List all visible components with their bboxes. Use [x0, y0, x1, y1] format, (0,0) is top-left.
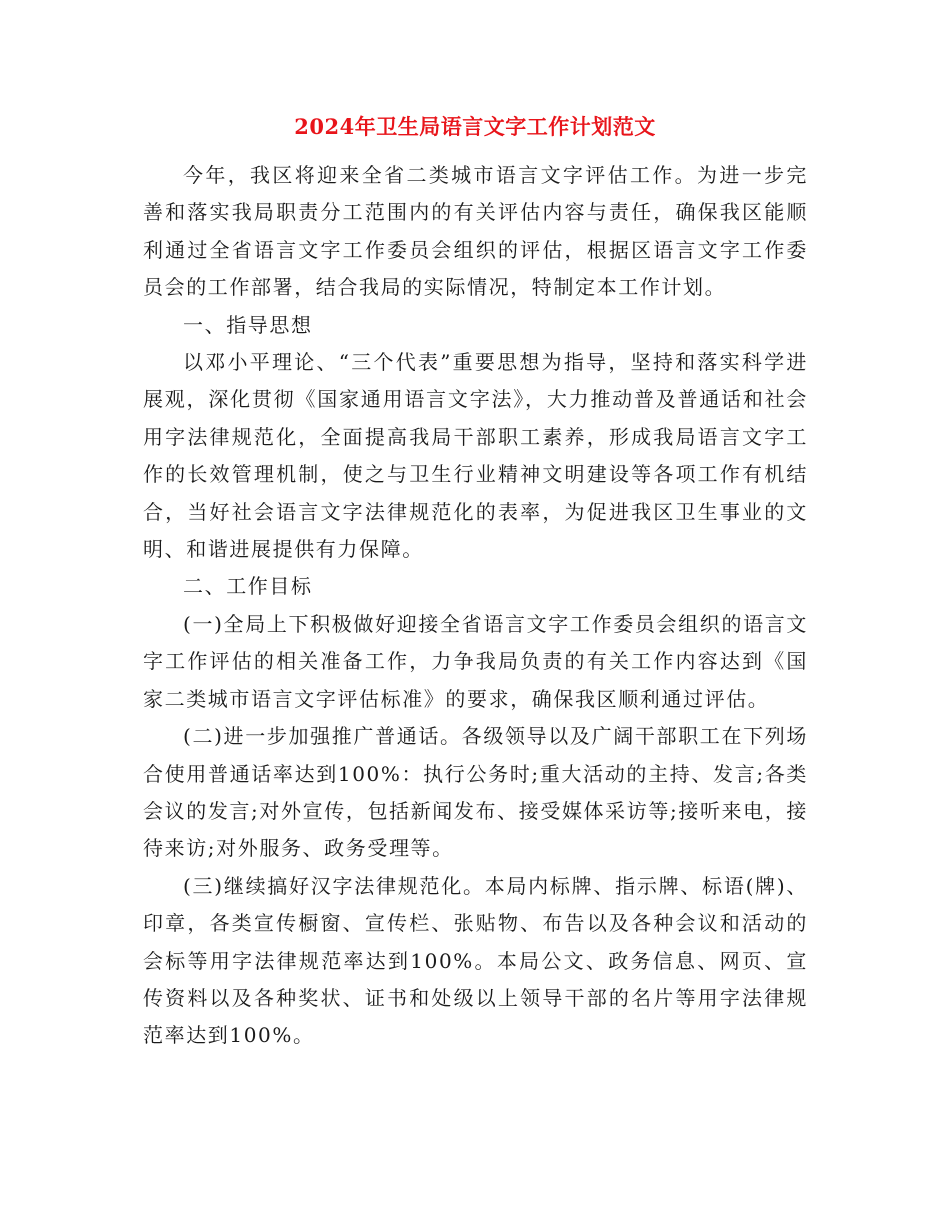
- goal-item-1: (一)全局上下积极做好迎接全省语言文字工作委员会组织的语言文字工作评估的相关准备工作，力争我局负责的有关工作内容达到《国家二类城市语言文字评估标准》的要求，确保我区顺利通过评估。: [143, 611, 808, 711]
- goal-item-3: (三)继续搞好汉字法律规范化。本局内标牌、指示牌、标语(牌)、印章，各类宣传橱窗、宣传栏、张贴物、布告以及各种会议和活动的会标等用字法律规范率达到100%。本局公文、政务信息、网页、宣传资料以及各种奖状、证书和处级以上领导干部的名片等用字法律规范率达到100%。: [143, 873, 808, 1048]
- document-body: [143, 157, 808, 1055]
- intro-paragraph: 今年，我区将迎来全省二类城市语言文字评估工作。为进一步完善和落实我局职责分工范围内的有关评估内容与责任，确保我区能顺利通过全省语言文字工作委员会组织的评估，根据区语言文字工作委员会的工作部署，结合我局的实际情况，特制定本工作计划。: [143, 163, 808, 300]
- document-title: 2024年卫生局语言文字工作计划范文: [294, 114, 656, 139]
- goal-item-2: (二)进一步加强推广普通话。各级领导以及广阔干部职工在下列场合使用普通话率达到100%：执行公务时;重大活动的主持、发言;各类会议的发言;对外宣传，包括新闻发布、接受媒体采访等;接听来电，接待来访;对外服务、政务受理等。: [143, 724, 808, 861]
- guiding-ideology-paragraph: 以邓小平理论、“三个代表”重要思想为指导，坚持和落实科学进展观，深化贯彻《国家通用语言文字法》，大力推动普及普通话和社会用字法律规范化，全面提高我局干部职工素养，形成我局语言文字工作的长效管理机制，使之与卫生行业精神文明建设等各项工作有机结合，当好社会语言文字法律规范化的表率，为促进我区卫生事业的文明、和谐进展提供有力保障。: [143, 350, 808, 562]
- section-heading-guiding-ideology: 一、指导思想: [183, 312, 313, 337]
- section-heading-work-goals: 二、工作目标: [183, 574, 313, 599]
